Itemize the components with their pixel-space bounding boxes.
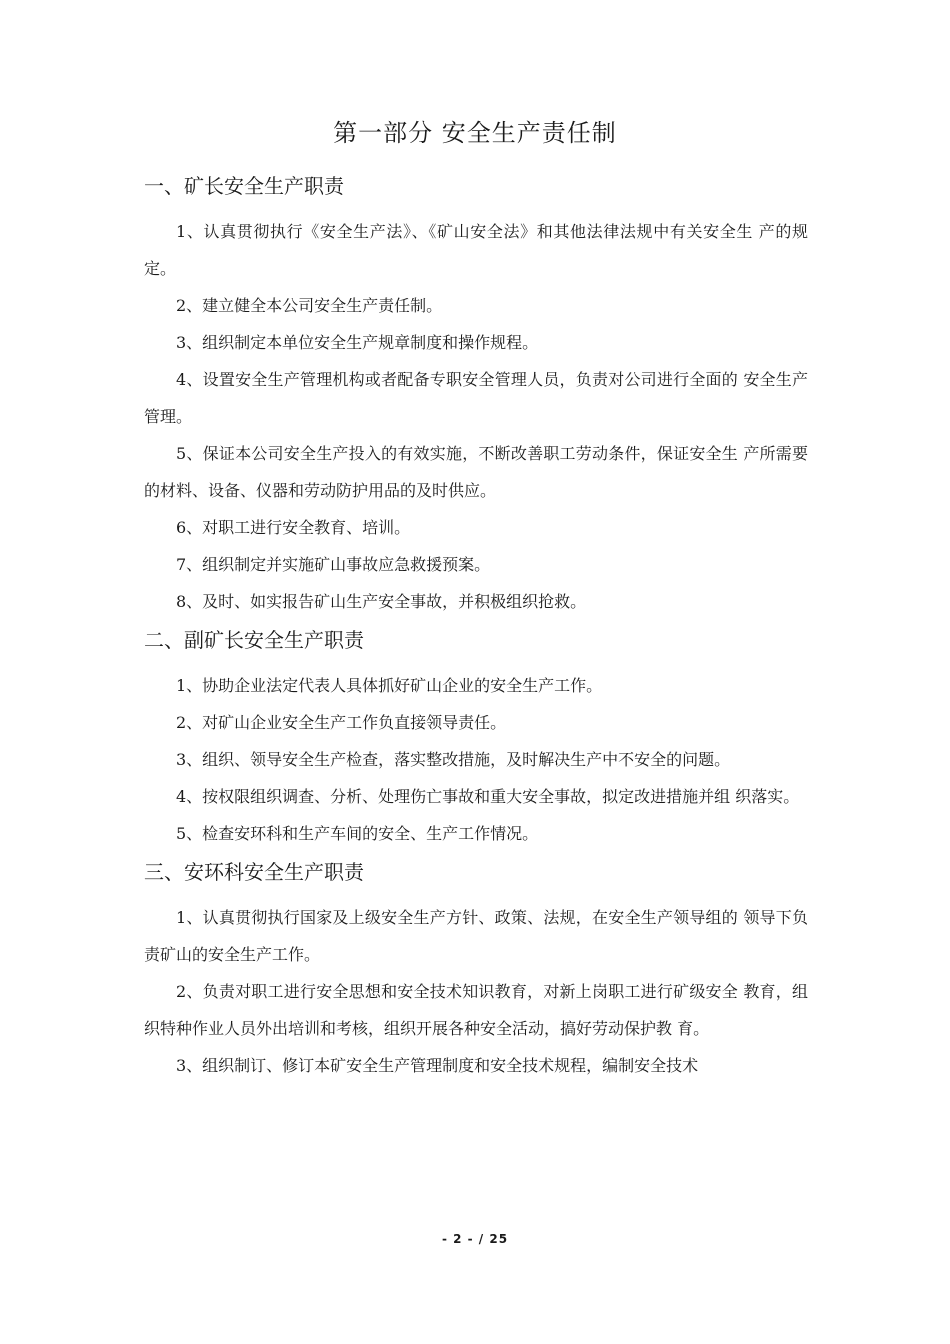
paragraph: 1、认真贯彻执行《安全生产法》、《矿山安全法》和其他法律法规中有关安全生 产的规定。 (144, 222, 808, 278)
paragraph: 1、协助企业法定代表人具体抓好矿山企业的安全生产工作。 (176, 676, 603, 695)
paragraph: 2、建立健全本公司安全生产责任制。 (176, 296, 443, 315)
section-heading: 三、安环科安全生产职责 (144, 860, 364, 884)
paragraph: 2、负责对职工进行安全思想和安全技术知识教育，对新上岗职工进行矿级安全 教育，组织特种作业人员外出培训和考核，组织开展各种安全活动，搞好劳动保护教 育。 (144, 982, 808, 1038)
section-safety-department (144, 854, 808, 1084)
paragraph: 3、组织制定本单位安全生产规章制度和操作规程。 (176, 333, 539, 352)
paragraph: 4、设置安全生产管理机构或者配备专职安全管理人员，负责对公司进行全面的 安全生产管理。 (144, 370, 808, 426)
document-body (144, 168, 808, 1084)
paragraph: 8、及时、如实报告矿山生产安全事故，并积极组织抢救。 (176, 592, 587, 611)
paragraph: 1、认真贯彻执行国家及上级安全生产方针、政策、法规，在安全生产领导组的 领导下负责矿山的安全生产工作。 (144, 908, 808, 964)
document-title: 第一部分 安全生产责任制 (333, 119, 617, 147)
section-mine-director (144, 168, 808, 620)
paragraph: 2、对矿山企业安全生产工作负直接领导责任。 (176, 713, 507, 732)
paragraph: 3、组织、领导安全生产检查，落实整改措施，及时解决生产中不安全的问题。 (176, 750, 731, 769)
paragraph: 5、检查安环科和生产车间的安全、生产工作情况。 (176, 824, 539, 843)
paragraph: 5、保证本公司安全生产投入的有效实施，不断改善职工劳动条件，保证安全生 产所需要的材料、设备、仪器和劳动防护用品的及时供应。 (144, 444, 808, 500)
section-heading: 二、副矿长安全生产职责 (144, 628, 364, 652)
section-deputy-director (144, 622, 808, 852)
paragraph: 3、组织制订、修订本矿安全生产管理制度和安全技术规程，编制安全技术 (176, 1056, 699, 1075)
paragraph: 7、组织制定并实施矿山事故应急救援预案。 (176, 555, 491, 574)
page-number: - 2 - / 25 (441, 1232, 509, 1246)
paragraph: 4、按权限组织调查、分析、处理伤亡事故和重大安全事故，拟定改进措施并组 织落实。 (176, 787, 800, 806)
section-heading: 一、矿长安全生产职责 (144, 174, 344, 198)
paragraph: 6、对职工进行安全教育、培训。 (176, 518, 411, 537)
